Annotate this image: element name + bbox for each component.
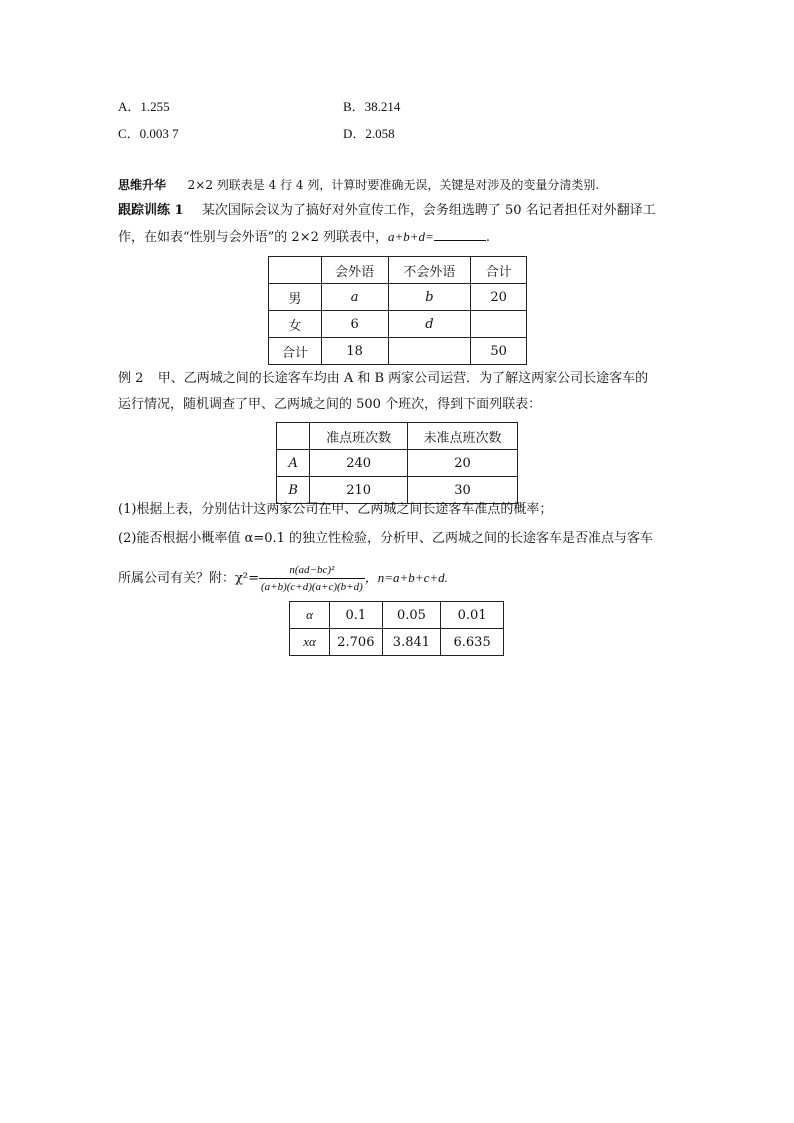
formula-n-definition: ，n=a+b+c+d. (364, 570, 448, 585)
punctuality-table (276, 422, 518, 504)
question-1: (1)根据上表，分别估计这两家公司在甲、乙两城之间长途客车准点的概率； (118, 502, 553, 517)
table-cell: 6 (321, 311, 388, 338)
table-cell: 0.01 (441, 602, 504, 629)
option-c: C．0.003 7 (118, 126, 179, 141)
table-cell: 0.05 (382, 602, 441, 629)
table-cell: 6.635 (441, 629, 504, 656)
chi-square-formula (259, 562, 365, 595)
exercise-label: 跟踪训练 1 (118, 203, 184, 218)
table-cell: 20 (471, 284, 527, 311)
table-cell: a (321, 284, 388, 311)
table-row (269, 284, 527, 311)
table-header-cell: 会外语 (321, 257, 388, 284)
critical-value-table (289, 601, 504, 656)
row-label: 男 (269, 284, 322, 311)
example2-line2: 运行情况，随机调查了甲、乙两城之间的 500 个班次，得到下面列联表： (118, 397, 542, 412)
table-header-cell: 未准点班次数 (408, 423, 518, 450)
table-header-cell: 不会外语 (388, 257, 471, 284)
formula-numerator: n(ad−bc)² (259, 562, 365, 579)
row-label: B (277, 477, 310, 504)
table-cell (471, 311, 527, 338)
table-cell: 3.841 (382, 629, 441, 656)
table-header-cell: 准点班次数 (310, 423, 408, 450)
table-row (277, 423, 518, 450)
example2-text-line1: 甲、乙两城之间的长途客车均由 A 和 B 两家公司运营．为了解这两家公司长途客车的 (157, 371, 649, 386)
table-cell: 18 (321, 338, 388, 365)
summary-text: 2×2 列联表是 4 行 4 列，计算时要准确无误，关键是对涉及的变量分清类别. (187, 178, 600, 192)
exercise-line2 (118, 224, 490, 251)
example2-label: 例 2 (118, 371, 144, 386)
table-header-cell: 合计 (471, 257, 527, 284)
table-cell: 30 (408, 477, 518, 504)
table-cell: 0.1 (330, 602, 382, 629)
row-label: α (290, 602, 330, 629)
formula-denominator: (a+b)(c+d)(a+c)(b+d) (260, 581, 363, 593)
table-cell: b (388, 284, 471, 311)
summary-label: 思维升华 (118, 178, 167, 192)
exercise-expression: a+b+d= (388, 229, 434, 244)
exercise-suffix: . (485, 230, 490, 245)
table-cell: 210 (310, 477, 408, 504)
gender-language-table (268, 256, 527, 365)
row-label: xα (290, 629, 330, 656)
answer-blank (434, 226, 486, 241)
table-row (269, 311, 527, 338)
table-cell: 2.706 (330, 629, 382, 656)
table-row (269, 338, 527, 365)
row-label: A (277, 450, 310, 477)
option-b: B．38.214 (343, 99, 401, 114)
table-row (290, 602, 504, 629)
question-2-line1: (2)能否根据小概率值 α=0.1 的独立性检验，分析甲、乙两城之间的长途客车是否准点与客车 (118, 531, 654, 546)
question-2-text: 所属公司有关？附：χ²= (118, 571, 259, 586)
example2-line1 (118, 366, 648, 392)
table-cell (277, 423, 310, 450)
table-cell: 240 (310, 450, 408, 477)
table-cell (269, 257, 322, 284)
table-cell: d (388, 311, 471, 338)
exercise-text-line2: 作，在如表“性别与会外语”的 2×2 列联表中， (118, 230, 388, 245)
row-label: 合计 (269, 338, 322, 365)
table-row (290, 629, 504, 656)
exercise-text-line1: 某次国际会议为了搞好对外宣传工作，会务组选聘了 50 名记者担任对外翻译工 (201, 203, 656, 218)
exercise-line1 (118, 198, 656, 224)
row-label: 女 (269, 311, 322, 338)
option-a: A．1.255 (118, 99, 170, 114)
table-row (277, 450, 518, 477)
question-2-line2 (118, 558, 448, 599)
table-row (269, 257, 527, 284)
table-cell (388, 338, 471, 365)
option-d: D．2.058 (343, 126, 395, 141)
table-cell: 50 (471, 338, 527, 365)
table-cell: 20 (408, 450, 518, 477)
summary-block (118, 172, 599, 198)
